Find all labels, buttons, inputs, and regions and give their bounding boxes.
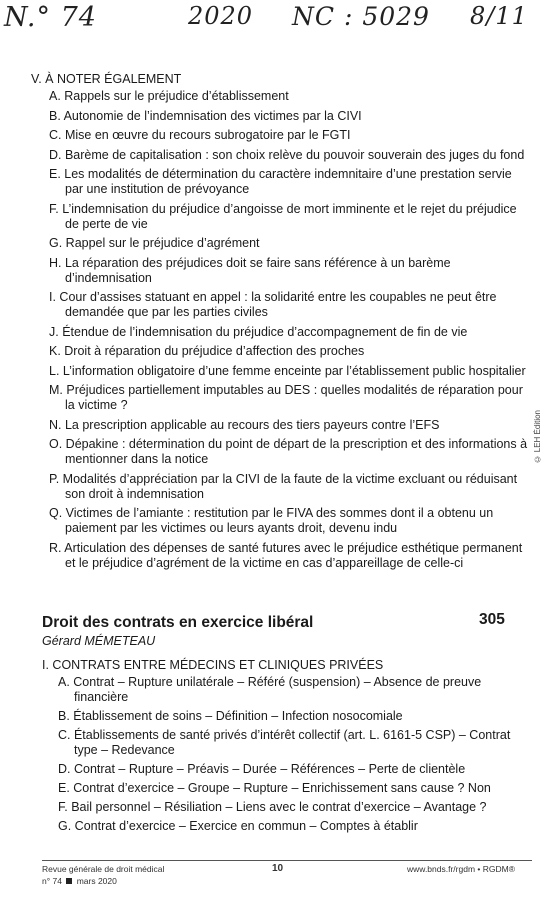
- list-item: P. Modalités d’appréciation par la CIVI de la faute de la victime excluant ou réduisant son droit à indemnisation: [49, 471, 518, 501]
- square-bullet-icon: [66, 878, 72, 884]
- copyright-vertical: © LEH Édition: [533, 410, 542, 464]
- handwritten-year: 2020: [188, 2, 254, 30]
- footer-issue-number: n° 74: [42, 876, 62, 886]
- section-i: [42, 658, 522, 838]
- list-item: F. L’indemnisation du préjudice d’angoisse de mort imminente et le rejet du préjudice de perte de vie: [49, 201, 517, 231]
- list-item: G. Rappel sur le préjudice d’agrément: [49, 236, 260, 250]
- article-title: Droit des contrats en exercice libéral: [42, 614, 314, 631]
- list-item: E. Les modalités de détermination du caractère indemnitaire d’une prestation servie par une institution de prévoyance: [49, 167, 512, 196]
- list-item: O. Dépakine : détermination du point de départ de la prescription et des informations à mentionner dans la notice: [49, 437, 528, 466]
- list-item: H. La réparation des préjudices doit se faire sans référence à un barème d’indemnisation: [49, 255, 451, 285]
- section-i-heading: I. CONTRATS ENTRE MÉDECINS ET CLINIQUES PRIVÉES: [42, 658, 384, 672]
- handwritten-issue-number: N.° 74: [4, 2, 97, 33]
- footer-page-number: 10: [272, 863, 284, 874]
- footer-issue-date: mars 2020: [76, 876, 117, 886]
- section-v: [31, 72, 531, 575]
- list-item: Q. Victimes de l’amiante : restitution par le FIVA des sommes dont il a obtenu un paiement par les victimes ou leurs ayants droit, devenu indu: [49, 506, 494, 535]
- list-item: L. L’information obligatoire d’une femme enceinte par l’établissement public hospitalier: [49, 363, 526, 378]
- handwritten-date: 8/11: [470, 2, 528, 30]
- footer-divider: [42, 860, 532, 861]
- list-item: K. Droit à réparation du préjudice d’affection des proches: [49, 344, 365, 358]
- list-item: I. Cour d’assises statuant en appel : la solidarité entre les coupables ne peut être demandée que par les parties civiles: [49, 290, 497, 319]
- footer-issue: [42, 876, 117, 886]
- list-item: G. Contrat d’exercice – Exercice en commun – Comptes à établir: [58, 819, 418, 833]
- article-page-number: 305: [479, 611, 505, 628]
- list-item: B. Autonomie de l’indemnisation des victimes par la CIVI: [49, 108, 362, 123]
- list-item: J. Étendue de l’indemnisation du préjudice d’accompagnement de fin de vie: [49, 324, 468, 339]
- footer-website: www.bnds.fr/rgdm • RGDM®: [407, 864, 515, 874]
- list-item: C. Établissements de santé privés d’intérêt collectif (art. L. 6161-5 CSP) – Contrat type – Redevance: [58, 728, 511, 757]
- list-item: A. Rappels sur le préjudice d’établissement: [49, 89, 289, 103]
- list-item: M. Préjudices partiellement imputables au DES : quelles modalités de réparation pour la victime ?: [49, 383, 523, 412]
- list-item: N. La prescription applicable au recours des tiers payeurs contre l’EFS: [49, 417, 440, 432]
- handwritten-reference: NC : 5029: [292, 2, 430, 31]
- article-author: Gérard MÉMETEAU: [42, 634, 156, 648]
- list-item: F. Bail personnel – Résiliation – Liens avec le contrat d’exercice – Avantage ?: [58, 800, 487, 814]
- list-item: R. Articulation des dépenses de santé futures avec le préjudice esthétique permanent et le préjudice d’agrément de la victime en cas d’appareillage de celle-ci: [49, 540, 523, 570]
- list-item: D. Barème de capitalisation : son choix relève du pouvoir souverain des juges du fond: [49, 147, 525, 162]
- footer-journal: Revue générale de droit médical: [42, 864, 165, 874]
- list-item: D. Contrat – Rupture – Préavis – Durée – Références – Perte de clientèle: [58, 762, 466, 776]
- list-item: E. Contrat d’exercice – Groupe – Rupture – Enrichissement sans cause ? Non: [58, 781, 491, 795]
- section-v-heading: V. À NOTER ÉGALEMENT: [31, 72, 182, 86]
- list-item: B. Établissement de soins – Définition – Infection nosocomiale: [58, 709, 403, 723]
- list-item: A. Contrat – Rupture unilatérale – Référé (suspension) – Absence de preuve financière: [58, 675, 482, 704]
- list-item: C. Mise en œuvre du recours subrogatoire par le FGTI: [49, 128, 351, 142]
